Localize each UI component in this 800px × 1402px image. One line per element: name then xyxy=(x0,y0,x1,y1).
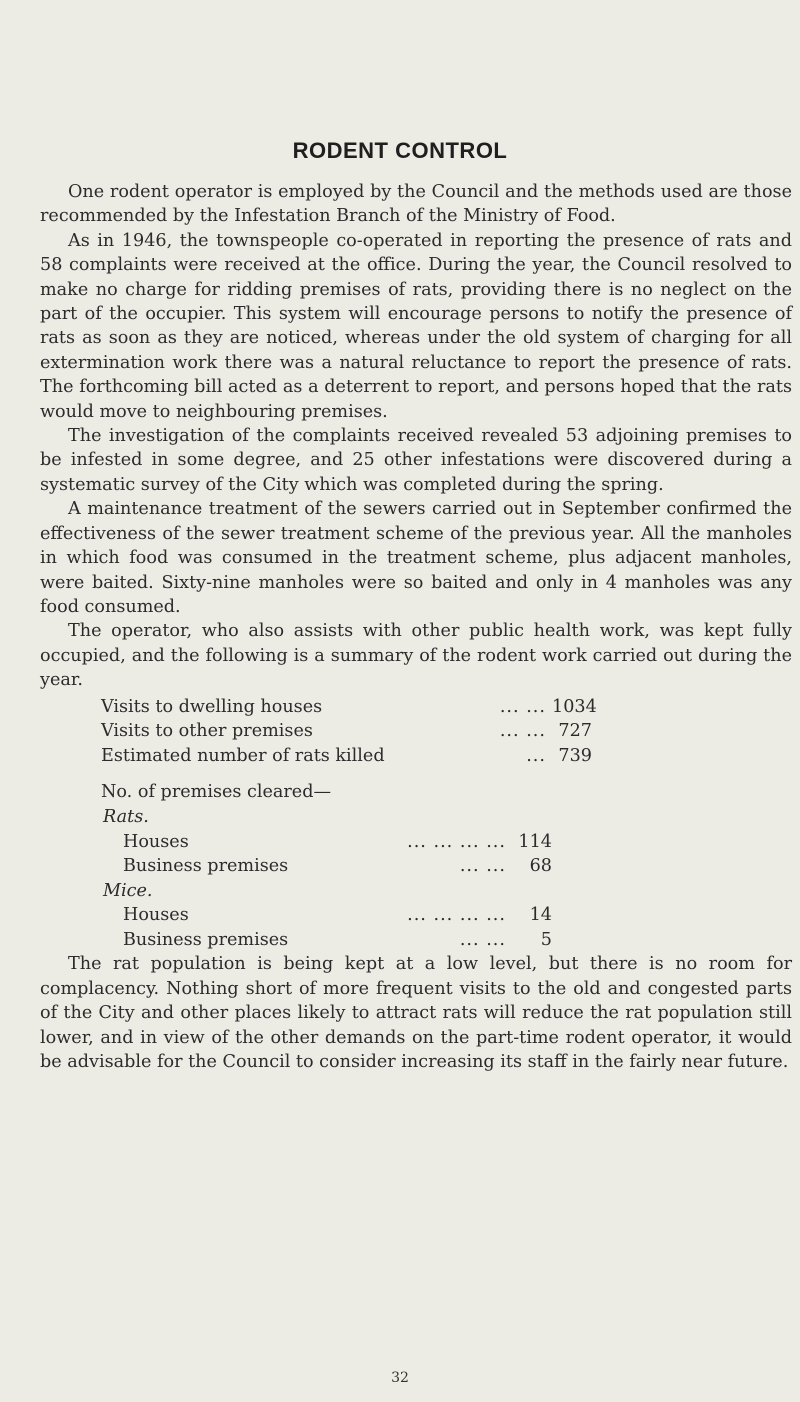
mice-heading: Mice. xyxy=(103,880,153,901)
page-number: 32 xyxy=(391,1370,409,1386)
paragraph: A maintenance treatment of the sewers carried out in September confirmed the effectiveness of the sewer treatment scheme of the previous year. All the manholes in which food was consumed in the treatment scheme, plus adjacent manholes, were baited. Sixty-nine manholes were so baited and only in 4 manholes was any food consumed. xyxy=(40,499,792,617)
paragraph: One rodent operator is employed by the Council and the methods used are those recommended by the Infestation Branch of the Ministry of Food. xyxy=(40,182,792,227)
row-value: 727 xyxy=(558,721,592,742)
row-label: Estimated number of rats killed xyxy=(101,745,385,766)
premises-cleared-heading: No. of premises cleared— xyxy=(101,782,332,803)
leader-dots: ... ... xyxy=(459,856,506,877)
paragraph: The operator, who also assists with other public health work, was kept fully occupied, and the following is a summary of the rodent work carried out during the year. xyxy=(40,621,792,691)
summary-row xyxy=(101,719,592,744)
visits-summary xyxy=(101,695,597,769)
paragraph: The investigation of the complaints received revealed 53 adjoining premises to be infested in some degree, and 25 other infestations were discovered during a systematic survey of the City which was completed during the spring. xyxy=(40,426,792,495)
row-label: Houses xyxy=(123,905,189,926)
rats-rows xyxy=(123,830,552,879)
summary-row xyxy=(123,903,552,928)
leader-dots: ... xyxy=(526,745,546,766)
row-label: Visits to other premises xyxy=(101,721,313,742)
row-value: 114 xyxy=(518,831,552,852)
row-label: Business premises xyxy=(123,856,289,877)
premises-cleared xyxy=(101,780,792,952)
row-value: 68 xyxy=(529,856,552,877)
row-label: Visits to dwelling houses xyxy=(101,696,323,717)
row-value: 14 xyxy=(529,905,552,926)
leader-dots: ... ... ... ... xyxy=(407,831,506,852)
mice-rows xyxy=(123,903,552,952)
summary-row xyxy=(101,695,597,720)
row-value: 739 xyxy=(558,745,592,766)
leader-dots: ... ... xyxy=(499,721,546,742)
rats-heading: Rats. xyxy=(103,806,149,827)
paragraph: As in 1946, the townspeople co-operated in reporting the presence of rats and 58 complaints were received at the office. During the year, the Council resolved to make no charge for ridding premises of rats, providing there is no neglect on the part of the occupier. This system will encourage persons to notify the presence of rats as soon as they are noticed, whereas under the old system of charging for all extermination work there was a natural reluctance to report the presence of rats. The forthcoming bill acted as a deterrent to report, and persons hoped that the rats would move to neighbouring premises. xyxy=(40,230,792,422)
leader-dots: ... ... ... ... xyxy=(407,905,506,926)
row-label: Business premises xyxy=(123,929,289,950)
leader-dots: ... ... xyxy=(459,929,506,950)
summary-row xyxy=(123,854,552,879)
body-text xyxy=(40,180,792,1075)
row-label: Houses xyxy=(123,831,189,852)
row-value: 5 xyxy=(540,929,552,950)
row-value: 1034 xyxy=(552,696,597,717)
page-title: RODENT CONTROL xyxy=(292,138,508,163)
closing-paragraph: The rat population is being kept at a low level, but there is no room for complacency. Nothing short of more frequent visits to the old and congested parts of the City and other places likely to attract rats will reduce the rat population still lower, and in view of the other demands on the part-time rodent operator, it would be advisable for the Council to consider increasing its staff in the fairly near future. xyxy=(40,954,792,1073)
leader-dots: ... ... xyxy=(499,696,546,717)
summary-table xyxy=(40,695,792,953)
summary-row xyxy=(123,928,552,953)
summary-row xyxy=(123,830,552,855)
summary-row xyxy=(101,744,592,769)
